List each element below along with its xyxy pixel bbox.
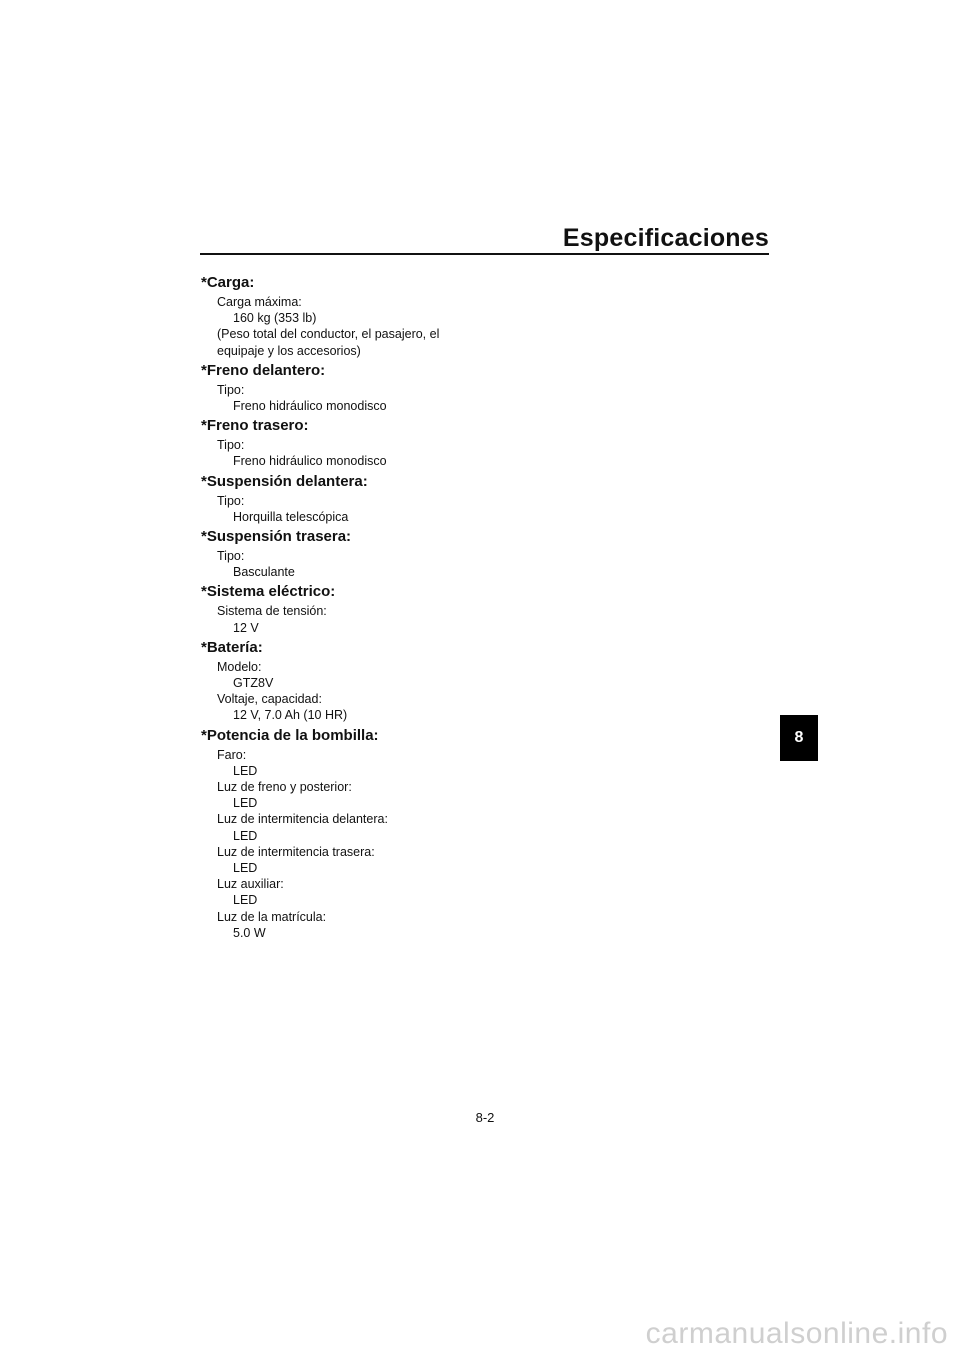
spec-label: Tipo: xyxy=(217,549,245,564)
section-heading: *Freno trasero: xyxy=(201,417,309,435)
spec-label: Tipo: xyxy=(217,382,245,397)
chapter-tab: 8 xyxy=(780,715,818,761)
section-heading: *Carga: xyxy=(201,274,255,291)
section-heading: *Suspensión delantera: xyxy=(201,472,368,490)
spec-value: LED xyxy=(233,861,258,876)
spec-value: 12 V xyxy=(233,620,259,635)
section-suspension-delantera xyxy=(201,471,531,525)
spec-label: Luz de la matrícula: xyxy=(217,909,327,924)
spec-label: Luz de intermitencia delantera: xyxy=(217,812,388,827)
spec-value: 12 V, 7.0 Ah (10 HR) xyxy=(233,708,348,723)
section-heading: *Sistema eléctrico: xyxy=(201,583,336,601)
spec-label: Luz auxiliar: xyxy=(217,877,284,892)
spec-note: (Peso total del conductor, el pasajero, el xyxy=(217,327,440,342)
specifications-list xyxy=(201,271,531,941)
spec-value: LED xyxy=(233,796,258,811)
spec-label: Tipo: xyxy=(217,493,245,508)
spec-value: Freno hidráulico monodisco xyxy=(233,399,387,414)
section-carga xyxy=(201,272,531,359)
spec-value: Basculante xyxy=(233,565,295,580)
spec-value: LED xyxy=(233,763,258,778)
spec-value: Freno hidráulico monodisco xyxy=(233,454,387,469)
spec-label: Sistema de tensión: xyxy=(217,604,327,619)
spec-value: LED xyxy=(233,893,258,908)
section-bateria xyxy=(201,637,531,724)
spec-value: 5.0 W xyxy=(233,925,266,940)
section-heading: *Batería: xyxy=(201,638,263,656)
section-heading: *Potencia de la bombilla: xyxy=(201,726,379,744)
title-divider xyxy=(200,253,769,255)
section-freno-trasero xyxy=(201,415,531,469)
spec-label: Faro: xyxy=(217,747,247,762)
spec-value: GTZ8V xyxy=(233,676,274,691)
spec-value: Horquilla telescópica xyxy=(233,509,349,524)
section-heading: *Suspensión trasera: xyxy=(201,528,352,546)
spec-value: LED xyxy=(233,828,258,843)
section-suspension-trasera xyxy=(201,526,531,580)
spec-label: Tipo: xyxy=(217,438,245,453)
page-title: Especificaciones xyxy=(562,224,769,252)
section-potencia-bombilla xyxy=(201,725,531,941)
watermark: carmanualsonline.info xyxy=(645,1317,948,1350)
spec-label: Luz de freno y posterior: xyxy=(217,780,352,795)
spec-value: 160 kg (353 lb) xyxy=(233,311,317,326)
spec-label: Voltaje, capacidad: xyxy=(217,692,322,707)
section-heading: *Freno delantero: xyxy=(201,361,326,379)
section-sistema-electrico xyxy=(201,581,531,635)
page-number: 8-2 xyxy=(475,1110,495,1125)
spec-note: equipaje y los accesorios) xyxy=(217,343,361,358)
spec-label: Carga máxima: xyxy=(217,295,302,309)
spec-label: Luz de intermitencia trasera: xyxy=(217,844,375,859)
section-freno-delantero xyxy=(201,360,531,414)
spec-label: Modelo: xyxy=(217,659,262,674)
